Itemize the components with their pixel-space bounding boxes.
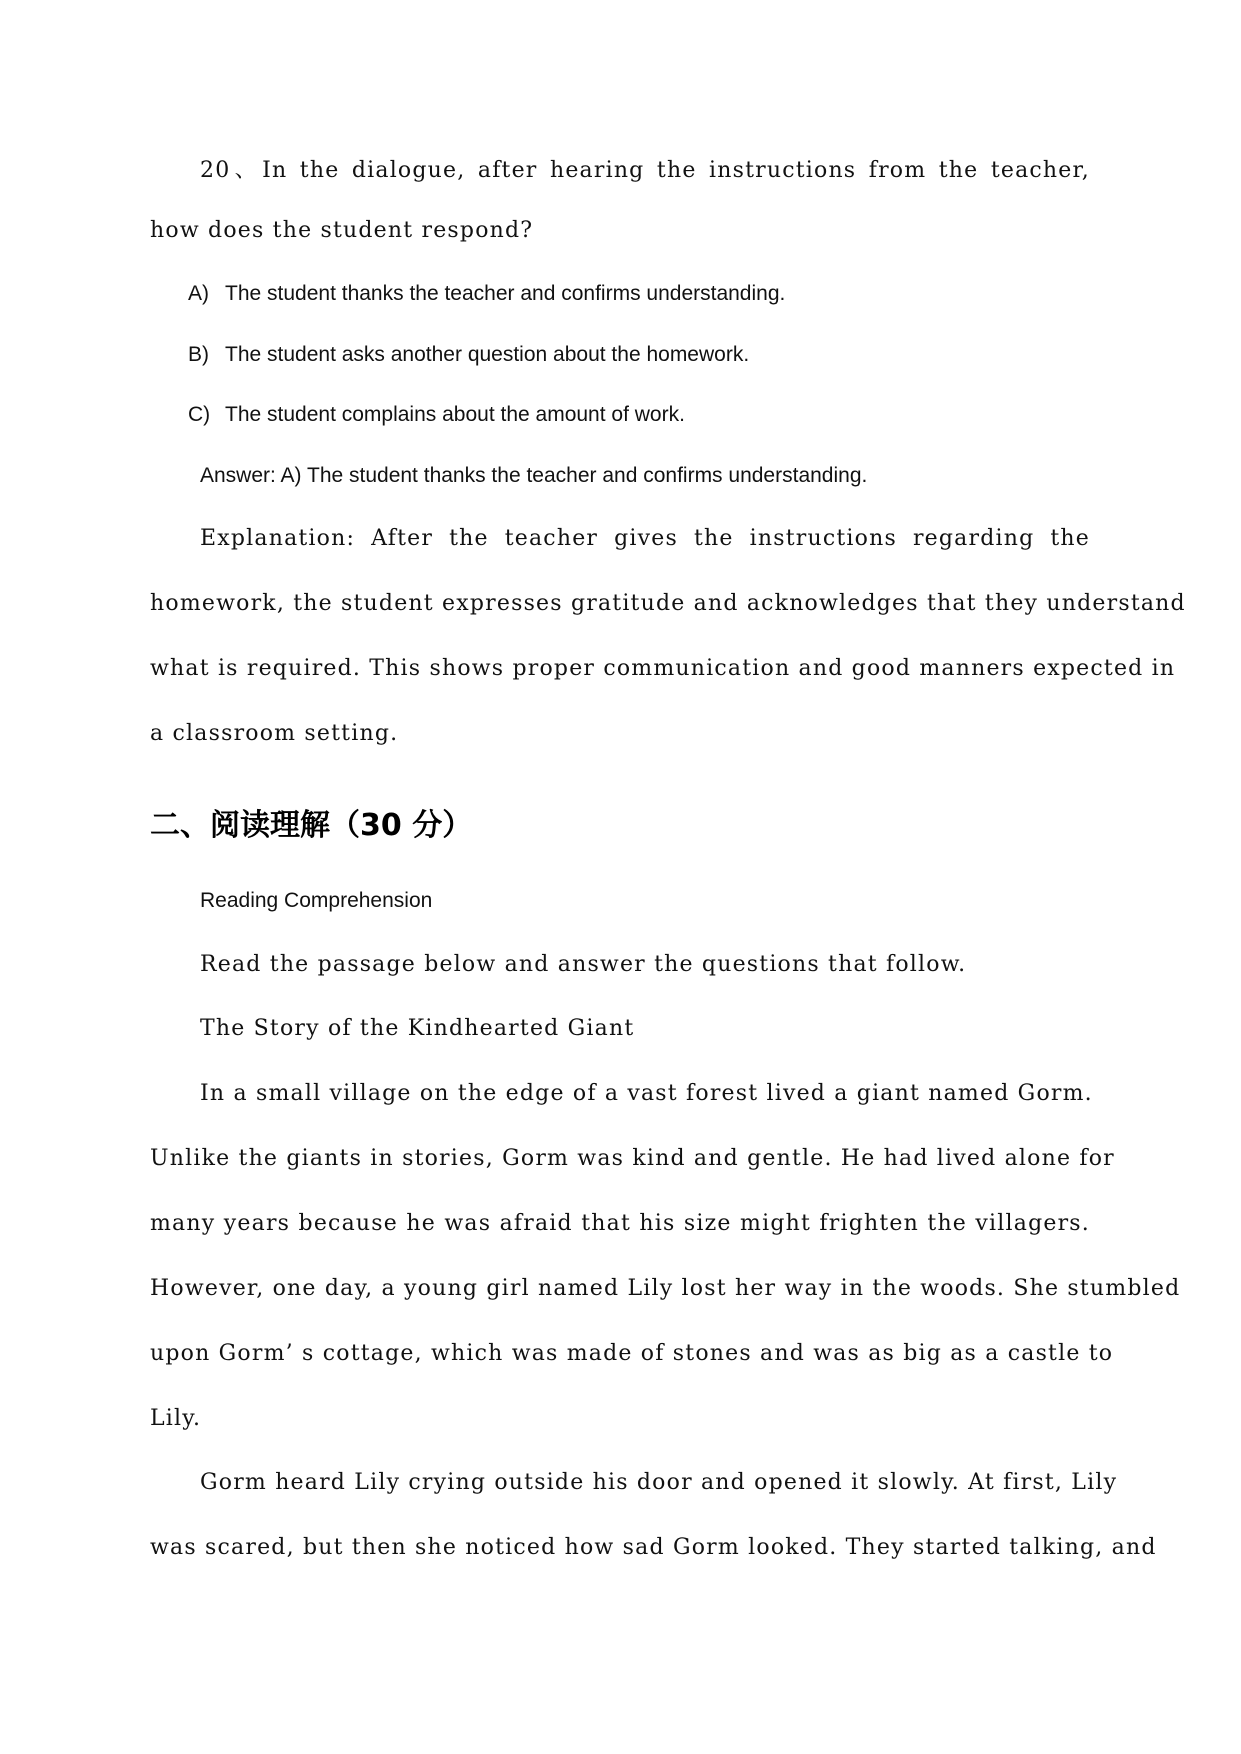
option-b [188,343,1128,367]
section-subtitle: Reading Comprehension [200,889,433,912]
explanation-line-4: a classroom setting. [150,721,399,746]
paragraph-1-line-2: Unlike the giants in stories, Gorm was kind and gentle. He had lived alone for [150,1146,1115,1171]
explanation-line-1: Explanation: After the teacher gives the instructions regarding the [200,526,1090,551]
option-a-label: A) [188,282,209,305]
paragraph-1-line-5: upon Gorm’ s cottage, which was made of stones and was as big as a castle to [150,1341,1114,1366]
paragraph-2-line-2: was scared, but then she noticed how sad Gorm looked. They started talking, and [150,1535,1157,1560]
story-title: The Story of the Kindhearted Giant [200,1016,635,1041]
paragraph-1-line-4: However, one day, a young girl named Lily lost her way in the woods. She stumbled [150,1276,1181,1301]
option-c-text: The student complains about the amount of work. [225,403,685,426]
explanation-line-3: what is required. This shows proper communication and good manners expected in [150,656,1176,681]
option-c-label: C) [188,403,211,426]
option-b-text: The student asks another question about the homework. [225,343,750,366]
option-c [188,403,1128,427]
paragraph-1-line-3: many years because he was afraid that his size might frighten the villagers. [150,1211,1090,1236]
reading-instruction: Read the passage below and answer the questions that follow. [200,952,967,977]
paragraph-1-line-6: Lily. [150,1406,202,1431]
option-b-label: B) [188,343,209,366]
option-a [188,282,1128,306]
paragraph-1-line-1: In a small village on the edge of a vast forest lived a giant named Gorm. [200,1081,1093,1106]
paragraph-2-line-1: Gorm heard Lily crying outside his door and opened it slowly. At first, Lily [200,1470,1118,1495]
question-20-stem-line-1: 20、In the dialogue, after hearing the instructions from the teacher, [200,158,1090,183]
option-a-text: The student thanks the teacher and confirms understanding. [225,282,786,305]
section-heading: 二、阅读理解（30 分） [150,808,473,843]
question-20-stem-line-2: how does the student respond? [150,218,534,243]
answer-line: Answer: A) The student thanks the teacher and confirms understanding. [200,464,868,487]
explanation-line-2: homework, the student expresses gratitude and acknowledges that they understand [150,591,1186,616]
